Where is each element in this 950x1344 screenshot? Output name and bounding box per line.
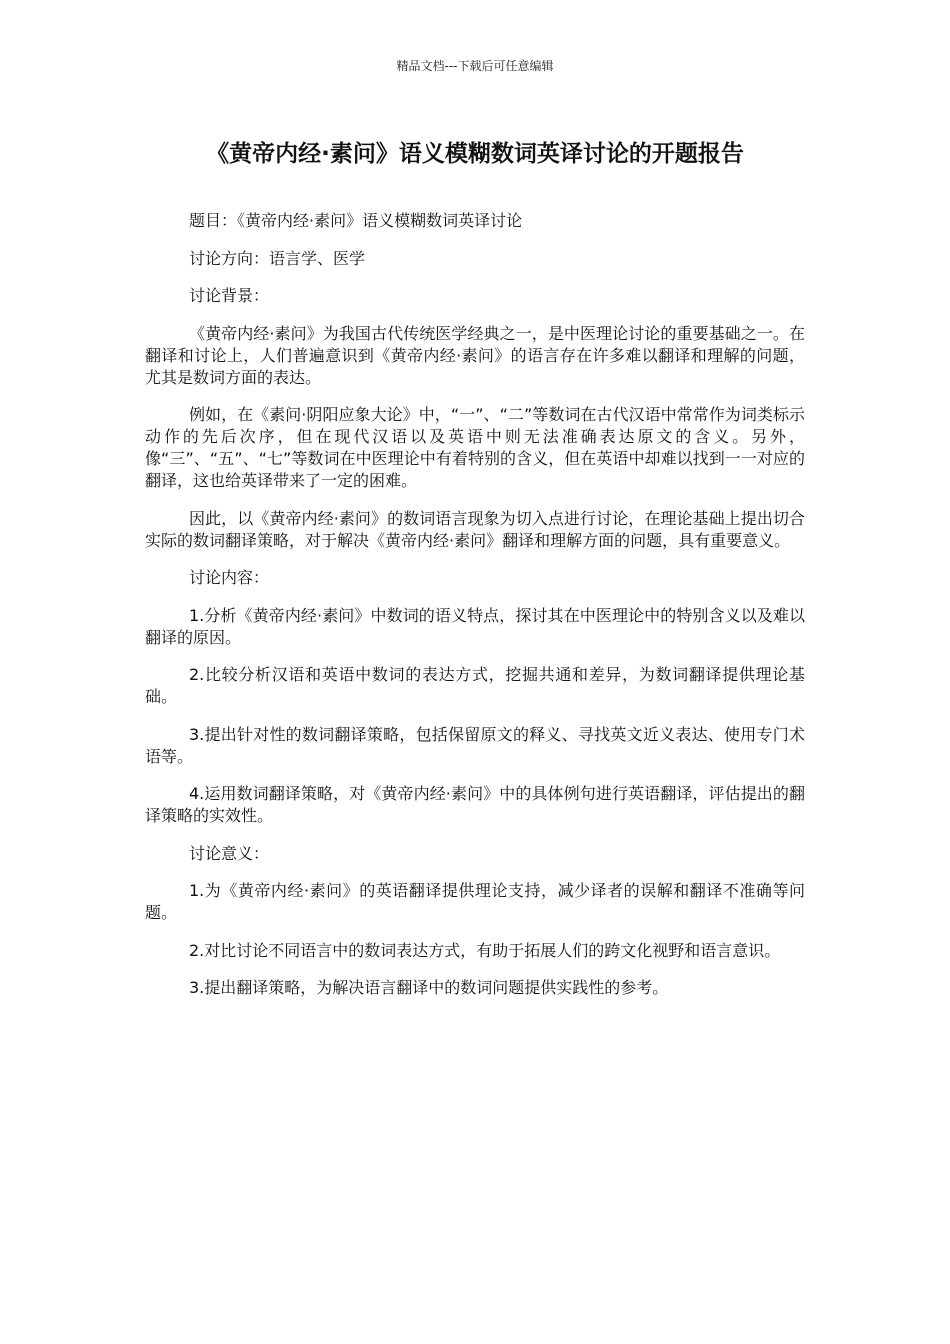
background-paragraph: 因此，以《黄帝内经·素问》的数词语言现象为切入点进行讨论，在理论基础上提出切合实际的数词翻译策略，对于解决《黄帝内经·素问》翻译和理解方面的问题，具有重要意义。 bbox=[145, 508, 805, 550]
background-heading: 讨论背景： bbox=[189, 286, 270, 305]
significance-item: 3.提出翻译策略，为解决语言翻译中的数词问题提供实践性的参考。 bbox=[189, 978, 669, 997]
document-title: 《黄帝内经·素问》语义模糊数词英译讨论的开题报告 bbox=[206, 141, 744, 167]
content-item: 1.分析《黄帝内经·素问》中数词的语义特点，探讨其在中医理论中的特别含义以及难以翻译的原因。 bbox=[145, 605, 805, 647]
content-heading: 讨论内容： bbox=[189, 568, 270, 587]
document-body bbox=[145, 210, 805, 1015]
background-paragraph: 例如，在《素问·阴阳应象大论》中，“一”、“二”等数词在古代汉语中常常作为词类标示动作的先后次序，但在现代汉语以及英语中则无法准确表达原文的含义。另外，像“三”、“五”、“七”等数词在中医理论中有着特别的含义，但在英语中却难以找到一一对应的翻译，这也给英译带来了一定的困难。 bbox=[145, 405, 805, 490]
content-item: 2.比较分析汉语和英语中数词的表达方式，挖掘共通和差异，为数词翻译提供理论基础。 bbox=[145, 665, 805, 706]
significance-heading: 讨论意义： bbox=[189, 843, 270, 863]
significance-item: 1.为《黄帝内经·素问》的英语翻译提供理论支持，减少译者的误解和翻译不准确等问题。 bbox=[145, 881, 805, 922]
topic-line: 题目：《黄帝内经·素问》语义模糊数词英译讨论 bbox=[189, 211, 523, 230]
background-paragraph: 《黄帝内经·素问》为我国古代传统医学经典之一，是中医理论讨论的重要基础之一。在翻译和讨论上，人们普遍意识到《黄帝内经·素问》的语言存在许多难以翻译和理解的问题，尤其是数词方面的表达。 bbox=[145, 323, 805, 387]
significance-item: 2.对比讨论不同语言中的数词表达方式，有助于拓展人们的跨文化视野和语言意识。 bbox=[189, 940, 781, 960]
content-item: 4.运用数词翻译策略，对《黄帝内经·素问》中的具体例句进行英语翻译，评估提出的翻译策略的实效性。 bbox=[145, 784, 805, 825]
content-item: 3.提出针对性的数词翻译策略，包括保留原文的释义、寻找英文近义表达、使用专门术语等。 bbox=[145, 724, 805, 766]
page-header: 精品文档---下载后可任意编辑 bbox=[396, 59, 554, 73]
research-direction-line: 讨论方向：语言学、医学 bbox=[189, 248, 366, 268]
